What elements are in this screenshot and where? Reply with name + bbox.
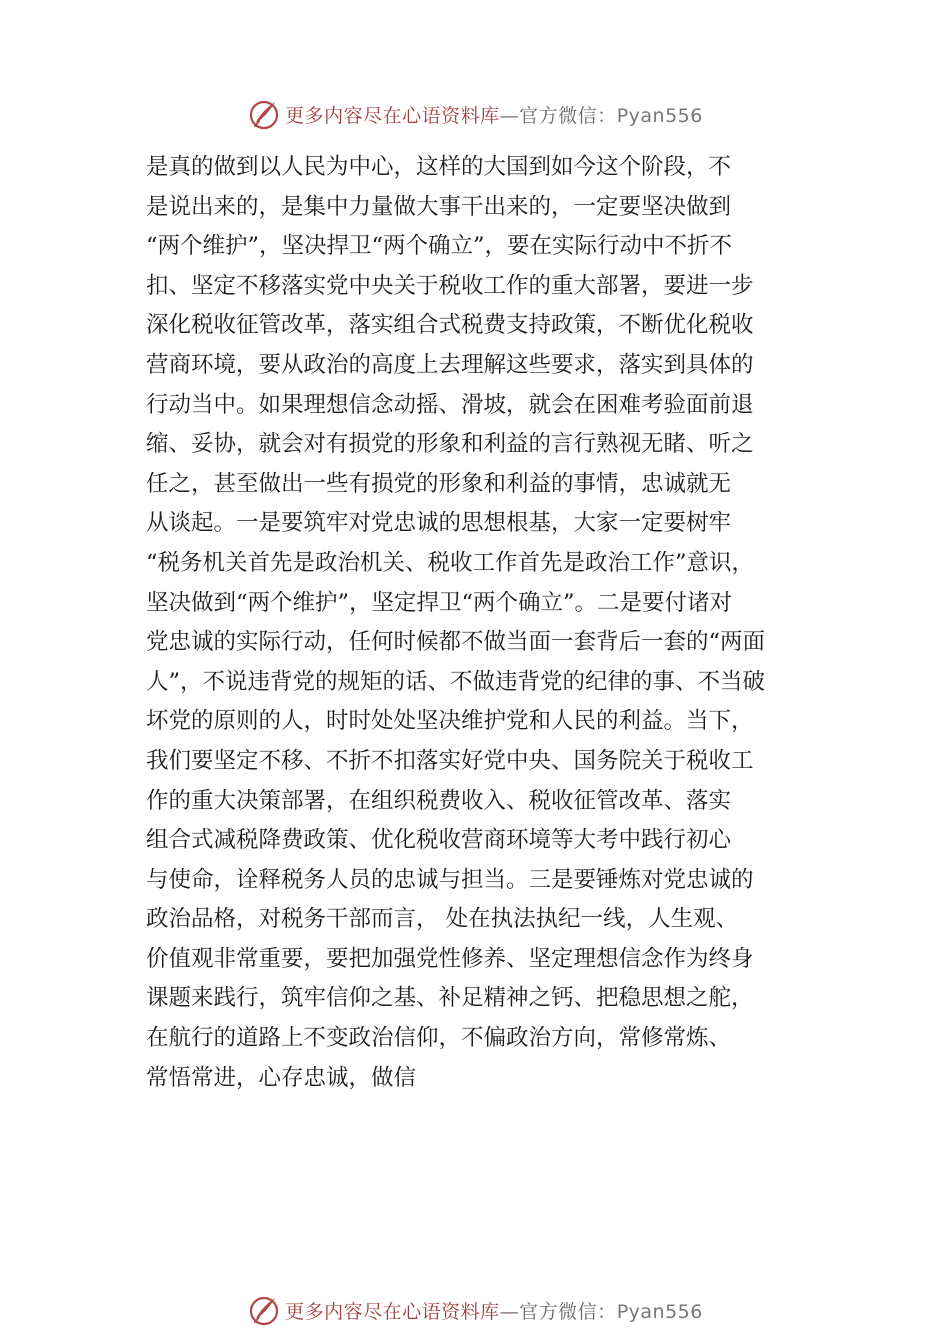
body-text-line: 与使命，诠释税务人员的忠诚与担当。三是要锤炼对党忠诚的 [146,866,754,893]
body-text-line: 我们要坚定不移、不折不扣落实好党中央、国务院关于税收工 [146,747,754,774]
quill-pen-logo-icon [247,1293,281,1327]
body-text-line: “两个维护”，坚决捍卫“两个确立”，要在实际行动中不折不 [146,233,733,260]
quill-pen-logo-icon [247,97,281,131]
body-text-line: 坚决做到“两个维护”，坚定捍卫“两个确立”。二是要付诸对 [146,589,733,616]
body-text-line: 是说出来的，是集中力量做大事干出来的，一定要坚决做到 [146,193,732,220]
body-text-line: 缩、妥协，就会对有损党的形象和利益的言行熟视无睹、听之 [146,431,754,458]
body-text-line: 党忠诚的实际行动，任何时候都不做当面一套背后一套的“两面 [146,629,766,656]
body-text-line: 人”，不说违背党的规矩的话、不做违背党的纪律的事、不当破 [146,668,766,695]
body-text-line: 扣、坚定不移落实党中央关于税收工作的重大部署，要进一步 [146,272,754,299]
body-text-line: 从谈起。一是要筑牢对党忠诚的思想根基，大家一定要树牢 [146,510,732,537]
header-banner [0,94,950,134]
body-text-line: 行动当中。如果理想信念动摇、滑坡，就会在困难考验面前退 [146,391,754,418]
body-text-line: 课题来践行，筑牢信仰之基、补足精神之钙、把稳思想之舵， [146,985,754,1012]
banner-text [285,1297,703,1324]
footer-banner [0,1290,950,1330]
banner-brand: 更多内容尽在心语资料库 [285,1300,500,1323]
body-text-line: 是真的做到以人民为中心，这样的大国到如今这个阶段，不 [146,154,732,180]
body-text-line: 作的重大决策部署，在组织税费收入、税收征管改革、落实 [146,787,732,814]
body-text-line: 组合式减税降费政策、优化税收营商环境等大考中践行初心 [146,827,732,854]
document-body [146,148,836,1098]
banner-wechat-id: Pyan556 [616,1300,703,1323]
body-text-line: 价值观非常重要，要把加强党性修养、坚定理想信念作为终身 [146,945,754,972]
body-text-line: 任之，甚至做出一些有损党的形象和利益的事情，忠诚就无 [146,470,732,497]
body-text-line: 深化税收征管改革，落实组合式税费支持政策，不断优化税收 [146,312,754,339]
body-text-line: 在航行的道路上不变政治信仰，不偏政治方向，常修常炼、 [146,1025,732,1052]
body-text-line: 政治品格，对税务干部而言， 处在执法执纪一线，人生观、 [146,906,739,933]
banner-wechat-id: Pyan556 [616,104,703,127]
body-text-line: 常悟常进，心存忠诚，做信 [146,1064,417,1091]
banner-wechat-label: 官方微信： [519,104,617,127]
banner-text [285,101,703,128]
body-text-line: 坏党的原则的人，时时处处坚决维护党和人民的利益。当下， [146,708,754,735]
body-text-line: “税务机关首先是政治机关、税收工作首先是政治工作”意识， [146,549,755,576]
banner-wechat-label: 官方微信： [519,1300,617,1323]
body-text-line: 营商环境，要从政治的高度上去理解这些要求，落实到具体的 [146,351,754,378]
banner-separator: — [499,1300,520,1323]
banner-brand: 更多内容尽在心语资料库 [285,104,500,127]
banner-separator: — [499,104,520,127]
